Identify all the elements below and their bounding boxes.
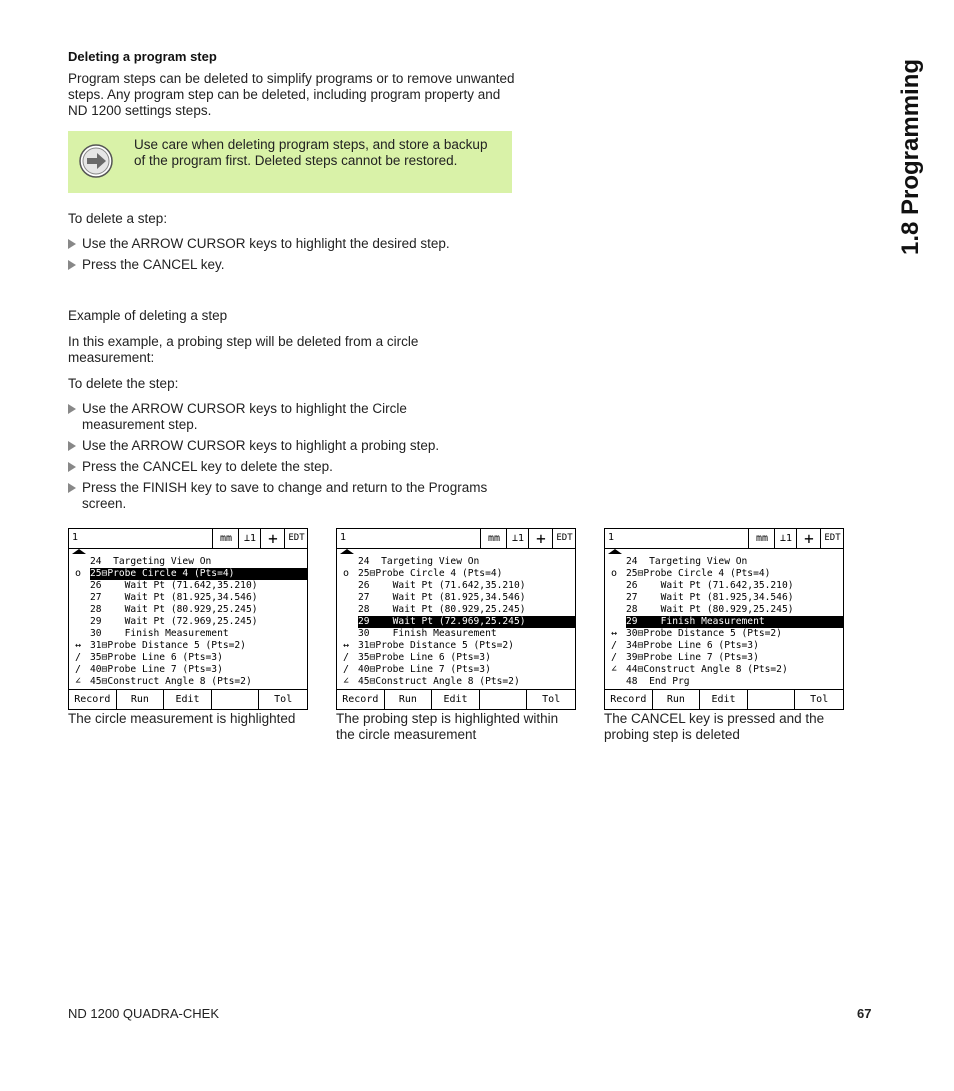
edit-mode-button[interactable]: EDT [820,529,844,548]
softkey-button[interactable] [480,690,528,710]
edit-mode-button[interactable]: EDT [284,529,308,548]
program-step-row[interactable] [337,592,575,604]
feature-type-icon: o [610,568,618,579]
feature-type-icon: ∠ [342,676,350,687]
program-step-text: 28 Wait Pt (80.929,25.245) [626,604,794,615]
program-step-row[interactable] [337,664,575,676]
program-step-text: 24 Targeting View On [626,556,748,567]
feature-type-icon [71,556,85,568]
program-step-text: 31⊟Probe Distance 5 (Pts=2) [358,640,514,651]
list-item: Press the CANCEL key to delete the step. [68,459,518,475]
program-step-text: 31⊟Probe Distance 5 (Pts=2) [90,640,246,651]
feature-type-icon: / [74,664,82,675]
datum-icon[interactable]: ⊥1 [774,529,797,548]
caption-3: The CANCEL key is pressed and the probing step is deleted [604,711,825,742]
feature-type-icon [71,628,85,640]
feature-type-icon: / [342,652,350,663]
note-box [68,131,512,193]
feature-type-icon [607,616,621,628]
softkey-button[interactable]: Edit [432,690,480,710]
program-step-row[interactable] [337,628,575,640]
program-step-row[interactable] [69,592,307,604]
scroll-up-icon[interactable] [608,549,622,554]
note-text: Use care when deleting program steps, and store a backup of the program first. Deleted steps cannot be restored. [134,137,488,168]
program-step-row[interactable] [605,652,843,664]
list-item: Use the ARROW CURSOR keys to highlight the desired step. [68,236,518,252]
program-step-text: 40⊟Probe Line 7 (Pts=3) [358,664,491,675]
program-step-row[interactable] [605,616,843,628]
to-delete-step-label: To delete the step: [68,376,179,391]
program-step-row[interactable] [605,664,843,676]
intro-paragraph: Program steps can be deleted to simplify programs or to remove unwanted steps. Any program step can be deleted, including program property and ND 1200 settings steps. [68,71,515,118]
crosshair-icon[interactable]: + [796,529,821,548]
unit-button[interactable]: mm [480,529,507,548]
program-step-row[interactable] [605,592,843,604]
program-step-row[interactable] [69,664,307,676]
feature-type-icon [607,592,621,604]
program-step-text: 30 Finish Measurement [358,628,497,639]
program-step-text: 25⊟Probe Circle 4 (Pts=4) [626,568,771,579]
program-step-row[interactable] [69,628,307,640]
feature-type-icon [607,556,621,568]
bullet-triangle-icon [68,260,76,270]
softkey-button[interactable] [212,690,260,710]
program-step-text: 29 Wait Pt (72.969,25.245) [90,616,258,627]
program-step-text: 28 Wait Pt (80.929,25.245) [90,604,258,615]
feature-type-icon [339,592,353,604]
list-item: Press the FINISH key to save to change and return to the Programs screen. [68,480,528,512]
program-step-text: 29 Finish Measurement [626,616,843,628]
program-step-text: 25⊟Probe Circle 4 (Pts=4) [90,568,307,580]
bullet-triangle-icon [68,441,76,451]
bullet-triangle-icon [68,404,76,414]
program-step-row[interactable] [605,628,843,640]
program-step-list [69,549,307,689]
feature-type-icon: ↔ [74,640,82,651]
scroll-up-icon[interactable] [72,549,86,554]
screen-line-number: 1 [608,532,615,543]
program-step-row[interactable] [337,676,575,688]
softkey-bar [605,689,843,710]
example-title: Example of deleting a step [68,308,228,323]
program-step-row[interactable] [337,580,575,592]
program-step-text: 24 Targeting View On [358,556,480,567]
bullet-triangle-icon [68,462,76,472]
edit-mode-button[interactable]: EDT [552,529,576,548]
feature-type-icon: / [342,664,350,675]
program-step-text: 29 Wait Pt (72.969,25.245) [358,616,575,628]
feature-type-icon: / [610,640,618,651]
feature-type-icon [71,616,85,628]
feature-type-icon [607,580,621,592]
caption-2: The probing step is highlighted within the circle measurement [336,711,559,742]
scroll-up-icon[interactable] [340,549,354,554]
program-step-row[interactable] [69,676,307,688]
program-step-text: 25⊟Probe Circle 4 (Pts=4) [358,568,503,579]
program-step-row[interactable] [605,604,843,616]
list-item: Use the ARROW CURSOR keys to highlight the Circle measurement step. [68,401,448,433]
program-step-text: 45⊟Construct Angle 8 (Pts=2) [358,676,520,687]
softkey-bar [69,689,307,710]
feature-type-icon [339,616,353,628]
screen-1 [68,528,308,710]
unit-button[interactable]: mm [212,529,239,548]
softkey-button[interactable]: Run [117,690,165,710]
feature-type-icon: ↔ [610,628,618,639]
footer-product: ND 1200 QUADRA-CHEK [68,1006,219,1021]
screen-top-bar [605,529,843,549]
program-step-row[interactable] [605,556,843,568]
feature-type-icon: o [342,568,350,579]
feature-type-icon [607,604,621,616]
example-intro: In this example, a probing step will be deleted from a circle measurement: [68,334,419,365]
program-step-text: 35⊟Probe Line 6 (Pts=3) [90,652,223,663]
feature-type-icon [71,604,85,616]
program-step-row[interactable] [337,652,575,664]
feature-type-icon: / [610,652,618,663]
program-step-list [337,549,575,689]
program-step-row[interactable] [337,616,575,628]
program-step-text: 28 Wait Pt (80.929,25.245) [358,604,526,615]
feature-type-icon [339,604,353,616]
datum-icon[interactable]: ⊥1 [238,529,261,548]
softkey-button[interactable]: Edit [164,690,212,710]
program-step-row[interactable] [605,676,843,688]
crosshair-icon[interactable]: + [260,529,285,548]
program-step-row[interactable] [69,568,307,580]
program-step-text: 24 Targeting View On [90,556,212,567]
feature-type-icon: ∠ [610,664,618,675]
program-step-row[interactable] [69,580,307,592]
softkey-button[interactable]: Tol [810,694,829,705]
softkey-button[interactable] [748,690,796,710]
feature-type-icon: ∠ [74,676,82,687]
screen-top-bar [69,529,307,549]
program-step-text: 48 End Prg [626,676,690,687]
program-step-text: 44⊟Construct Angle 8 (Pts=2) [626,664,788,675]
list-item: Press the CANCEL key. [68,257,518,273]
feature-type-icon [339,628,353,640]
program-step-text: 27 Wait Pt (81.925,34.546) [358,592,526,603]
datum-icon[interactable]: ⊥1 [506,529,529,548]
feature-type-icon: / [74,652,82,663]
program-step-text: 45⊟Construct Angle 8 (Pts=2) [90,676,252,687]
softkey-bar [337,689,575,710]
feature-type-icon [339,580,353,592]
arrow-right-icon [79,144,113,178]
program-step-text: 26 Wait Pt (71.642,35.210) [90,580,258,591]
feature-type-icon [71,592,85,604]
screen-3 [604,528,844,710]
feature-type-icon: o [74,568,82,579]
program-step-text: 35⊟Probe Line 6 (Pts=3) [358,652,491,663]
screen-line-number: 1 [340,532,347,543]
softkey-button[interactable]: Record [69,690,117,710]
to-delete-label: To delete a step: [68,211,168,226]
program-step-text: 26 Wait Pt (71.642,35.210) [358,580,526,591]
crosshair-icon[interactable]: + [528,529,553,548]
program-step-row[interactable] [69,652,307,664]
softkey-button[interactable]: Tol [274,694,293,705]
softkey-button[interactable]: Run [385,690,433,710]
feature-type-icon: ↔ [342,640,350,651]
program-step-list [605,549,843,689]
program-step-row[interactable] [69,640,307,652]
page-number: 67 [857,1006,872,1021]
program-step-row[interactable] [337,640,575,652]
program-step-text: 30 Finish Measurement [90,628,229,639]
caption-1: The circle measurement is highlighted [68,711,296,726]
program-step-text: 27 Wait Pt (81.925,34.546) [90,592,258,603]
program-step-row[interactable] [337,556,575,568]
program-step-text: 40⊟Probe Line 7 (Pts=3) [90,664,223,675]
screen-2 [336,528,576,710]
program-step-text: 34⊟Probe Line 6 (Pts=3) [626,640,759,651]
section-heading: Deleting a program step [68,49,217,64]
list-item: Use the ARROW CURSOR keys to highlight a probing step. [68,438,518,454]
unit-button[interactable]: mm [748,529,775,548]
program-step-row[interactable] [605,640,843,652]
program-step-row[interactable] [605,580,843,592]
feature-type-icon [71,580,85,592]
softkey-button[interactable]: Record [605,690,653,710]
screen-top-bar [337,529,575,549]
bullet-triangle-icon [68,239,76,249]
program-step-text: 26 Wait Pt (71.642,35.210) [626,580,794,591]
screen-line-number: 1 [72,532,79,543]
softkey-button[interactable]: Record [337,690,385,710]
softkey-button[interactable]: Tol [542,694,561,705]
feature-type-icon [339,556,353,568]
program-step-text: 30⊟Probe Distance 5 (Pts=2) [626,628,782,639]
program-step-row[interactable] [337,568,575,580]
chapter-side-title: 1.8 Programming [897,58,924,256]
program-step-text: 27 Wait Pt (81.925,34.546) [626,592,794,603]
feature-type-icon [607,676,621,688]
softkey-button[interactable]: Run [653,690,701,710]
program-step-text: 39⊟Probe Line 7 (Pts=3) [626,652,759,663]
program-step-row[interactable] [69,616,307,628]
program-step-row[interactable] [69,604,307,616]
program-step-row[interactable] [69,556,307,568]
softkey-button[interactable]: Edit [700,690,748,710]
program-step-row[interactable] [337,604,575,616]
program-step-row[interactable] [605,568,843,580]
bullet-triangle-icon [68,483,76,493]
